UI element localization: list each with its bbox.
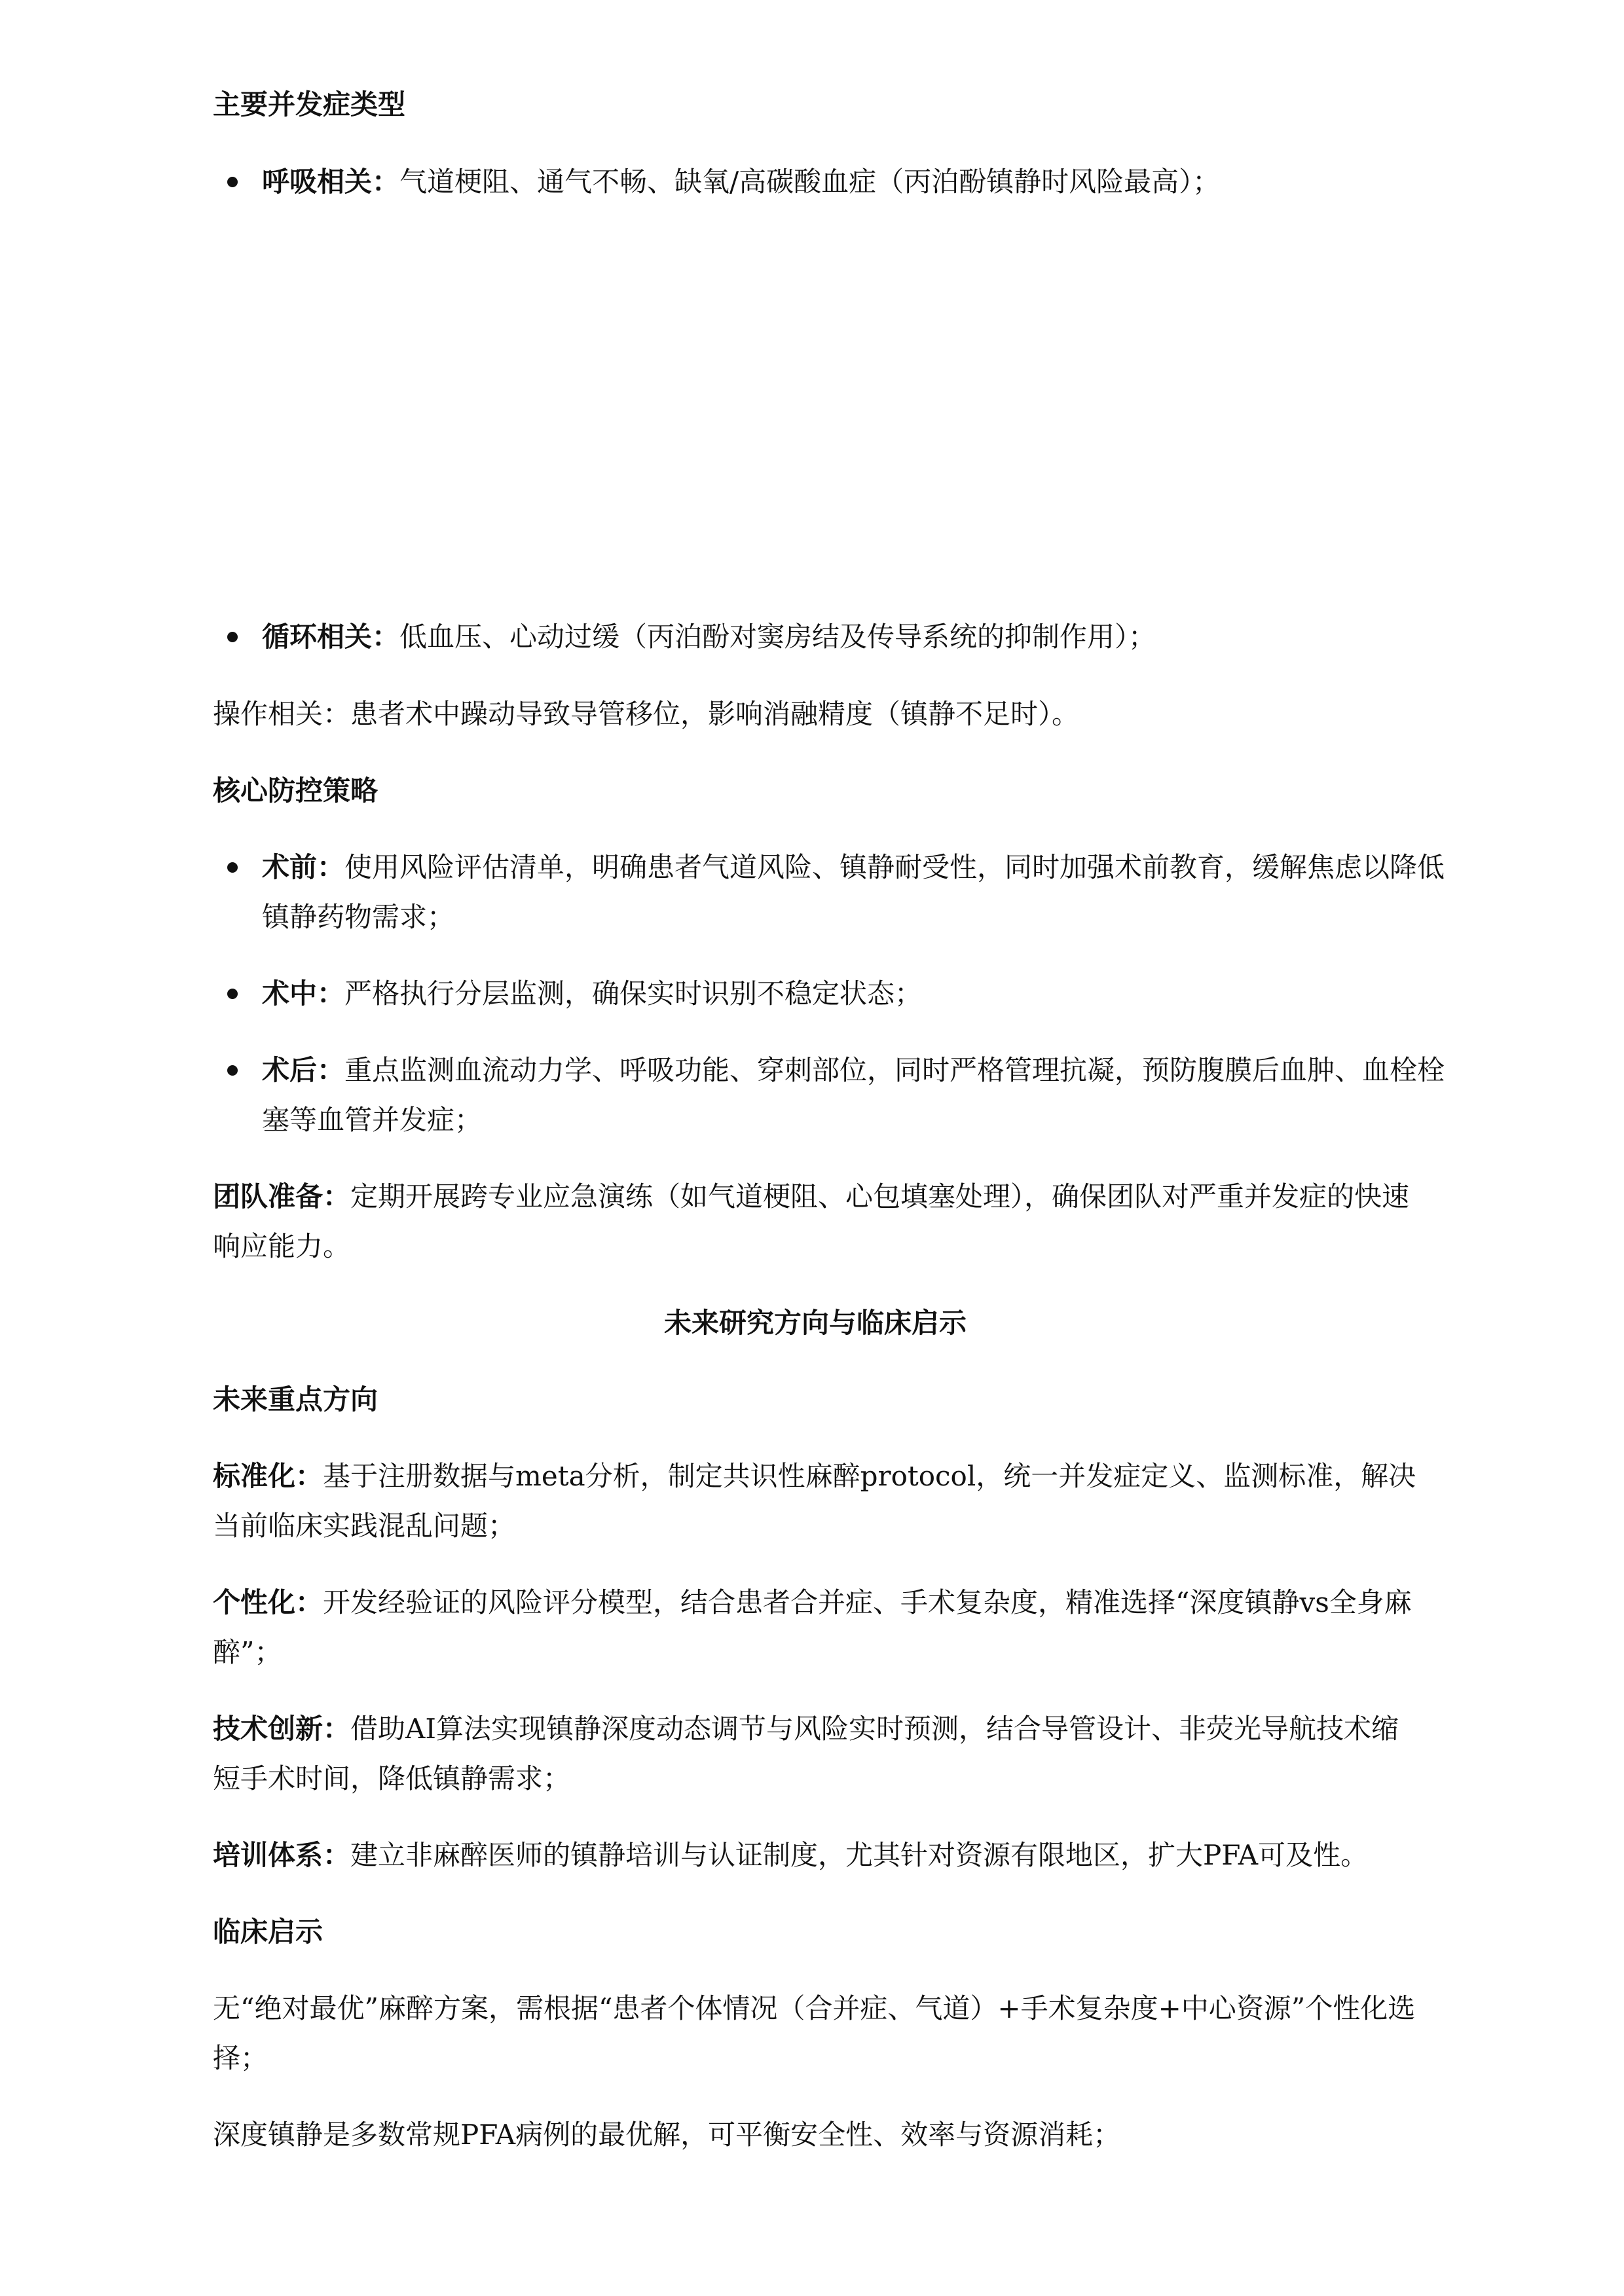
bullet-text: 重点监测血流动力学、呼吸功能、穿刺部位，同时严格管理抗凝，预防腹膜后血肿、血栓栓塞等血管并发症； (262, 1054, 1445, 1136)
bullet-dot (227, 632, 238, 642)
bullet-respiratory (213, 157, 1467, 207)
bullet-lead: 术后： (262, 1054, 345, 1086)
bullet-dot (227, 177, 238, 187)
paragraph-text: 患者术中躁动导致导管移位，影响消融精度（镇静不足时）。 (350, 698, 1080, 730)
paragraph-standardization (213, 1451, 1418, 1551)
bullet-lead: 术前： (262, 851, 345, 883)
paragraph-text: 开发经验证的风险评分模型，结合患者合并症、手术复杂度，精准选择“深度镇静vs全身麻醉”； (213, 1586, 1412, 1668)
paragraph-lead: 团队准备： (213, 1180, 351, 1212)
bullet-dot (227, 989, 238, 999)
paragraph-text: 借助AI算法实现镇静深度动态调节与风险实时预测，结合导管设计、非荧光导航技术缩短手术时间，降低镇静需求； (213, 1713, 1399, 1795)
bullet-postoperative (213, 1046, 1467, 1145)
bullet-text: 气道梗阻、通气不畅、缺氧/高碳酸血症（丙泊酚镇静时风险最高）； (399, 166, 1221, 198)
bullet-text: 低血压、心动过缓（丙泊酚对窦房结及传导系统的抑制作用）； (399, 621, 1156, 653)
paragraph-personalization (213, 1578, 1418, 1677)
paragraph-text: 定期开展跨专业应急演练（如气道梗阻、心包填塞处理），确保团队对严重并发症的快速响应能力。 (213, 1180, 1410, 1262)
bullet-lead: 术中： (262, 977, 345, 1010)
paragraph-team-preparation (213, 1172, 1418, 1271)
paragraph-text: 建立非麻醉医师的镇静培训与认证制度，尤其针对资源有限地区，扩大PFA可及性。 (350, 1839, 1369, 1871)
bullet-preoperative (213, 843, 1467, 942)
paragraph-deep-sedation: 深度镇静是多数常规PFA病例的最优解，可平衡安全性、效率与资源消耗； (213, 2119, 1121, 2151)
paragraph-lead: 标准化： (213, 1460, 323, 1492)
section-heading-complication-types: 主要并发症类型 (213, 88, 406, 120)
section-heading-clinical-implications: 临床启示 (213, 1916, 323, 1948)
bullet-text: 使用风险评估清单，明确患者气道风险、镇静耐受性，同时加强术前教育，缓解焦虑以降低镇静药物需求； (262, 851, 1445, 933)
paragraph-tech-innovation (213, 1704, 1418, 1804)
bullet-text: 严格执行分层监测，确保实时识别不稳定状态； (344, 977, 923, 1010)
bullet-lead: 呼吸相关： (262, 166, 400, 198)
section-heading-future-directions: 未来重点方向 (213, 1383, 378, 1415)
bullet-lead: 循环相关： (262, 621, 400, 653)
paragraph-no-absolute-optimum: 无“绝对最优”麻醉方案，需根据“患者个体情况（合并症、气道）+手术复杂度+中心资源”个性化选择； (213, 1992, 1416, 2074)
paragraph-lead: 培训体系： (213, 1839, 351, 1871)
bullet-circulatory (213, 612, 1467, 662)
paragraph-operation-related (213, 689, 1418, 739)
paragraph-lead: 个性化： (213, 1586, 323, 1618)
paragraph-training-system (213, 1831, 1418, 1880)
section-heading-prevention-strategy: 核心防控策略 (213, 774, 378, 807)
bullet-intraoperative (213, 969, 1467, 1019)
section-title-future-research: 未来研究方向与临床启示 (663, 1307, 967, 1339)
paragraph-lead: 操作相关： (213, 698, 351, 730)
bullet-dot (227, 862, 238, 873)
bullet-dot (227, 1065, 238, 1076)
paragraph-lead: 技术创新： (213, 1713, 351, 1745)
paragraph-text: 基于注册数据与meta分析，制定共识性麻醉protocol，统一并发症定义、监测标准，解决当前临床实践混乱问题； (213, 1460, 1416, 1542)
